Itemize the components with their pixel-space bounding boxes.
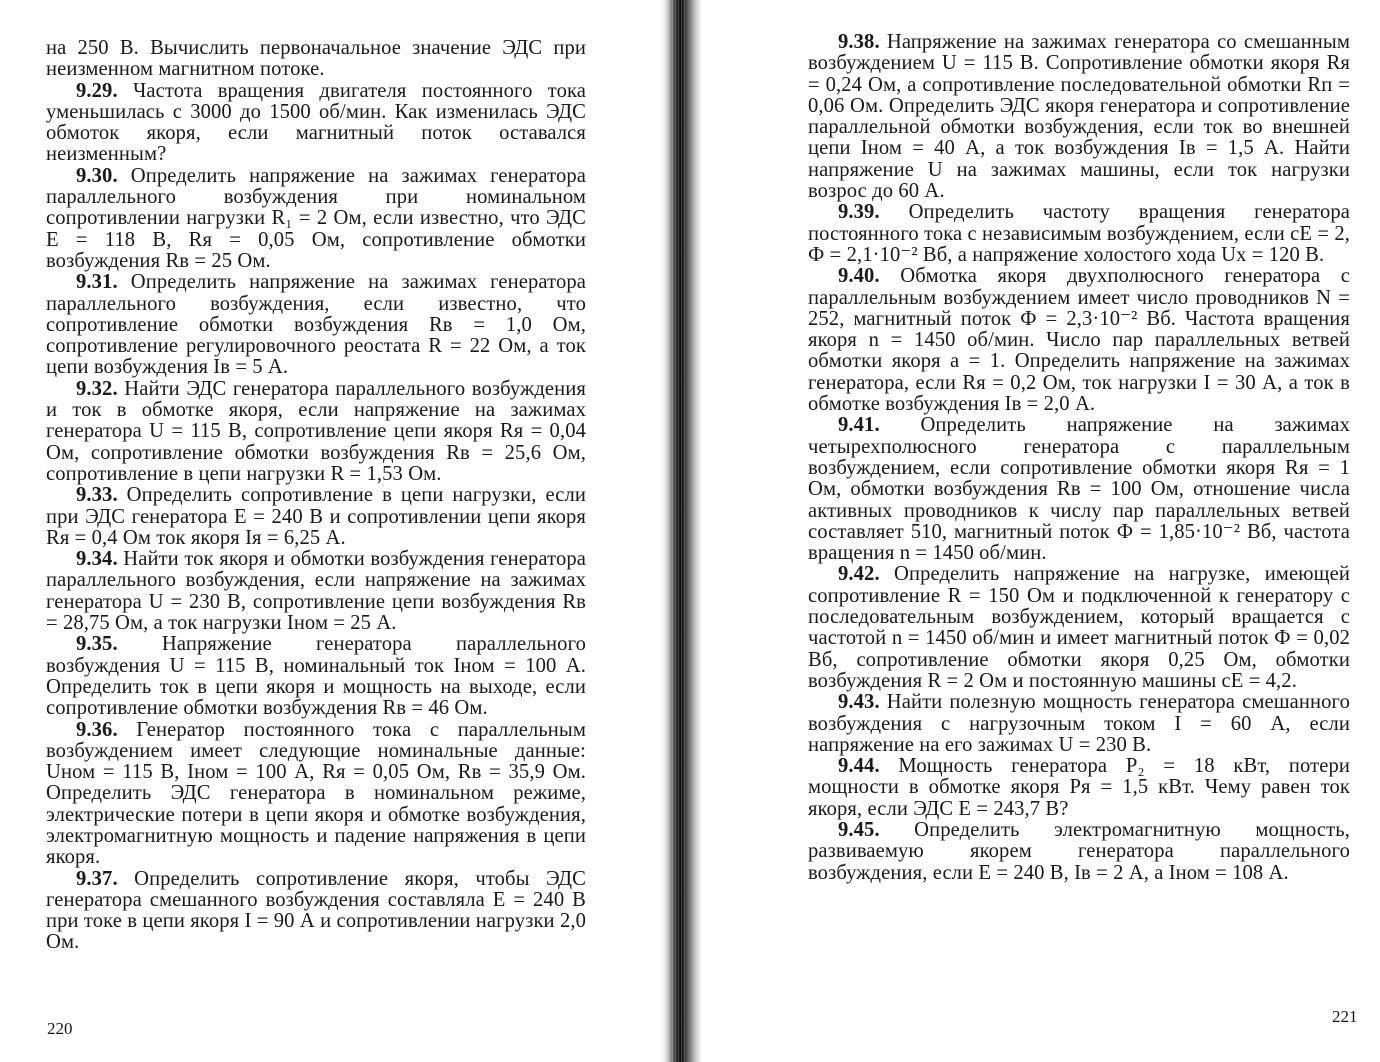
- problem-paragraph: на 250 В. Вычислить первоначальное значение ЭДС при неизменном магнитном потоке.: [46, 37, 586, 81]
- problem-paragraph: 9.45. Определить электромагнитную мощность, развиваемую якорем генератора параллельного возбуждения, если E = 240 В, Iв = 2 А, а Iном = 108 А.: [808, 818, 1350, 884]
- right-page-text: [808, 32, 1350, 884]
- problem-paragraph: 9.35. Напряжение генератора параллельного возбуждения U = 115 В, номинальный ток Iном = 100 А. Определить ток в цепи якоря и мощность на выходе, если сопротивление обмотки возбуждения Rв = 46 Ом.: [46, 633, 586, 720]
- problem-paragraph: 9.31. Определить напряжение на зажимах генератора параллельного возбуждения, если известно, что сопротивление обмотки возбуждения Rв = 1,0 Ом, сопротивление регулировочного реостата R = 22 Ом, а ток цепи возбуждения Iв = 5 А.: [46, 271, 586, 379]
- problem-paragraph: 9.32. Найти ЭДС генератора параллельного возбуждения и ток в обмотке якоря, если напряжение на зажимах генератора U = 115 В, сопротивление цепи якоря Rя = 0,04 Ом, сопротивление обмотки возбуждения Rв = 25,6 Ом, сопротивление в цепи нагрузки R = 1,53 Ом.: [46, 377, 586, 485]
- problem-paragraph: 9.29. Частота вращения двигателя постоянного тока уменьшилась с 3000 до 1500 об/мин. Как изменилась ЭДС обмоток якоря, если магнитный поток оставался неизменным?: [46, 79, 586, 166]
- book-spine-texture: [672, 0, 686, 1062]
- problem-paragraph: 9.37. Определить сопротивление якоря, чтобы ЭДС генератора смешанного возбуждения составляла E = 240 В при токе в цепи якоря I = 90 А и сопротивлении нагрузки 2,0 Ом.: [46, 867, 586, 954]
- problem-paragraph: 9.40. Обмотка якоря двухполюсного генератора с параллельным возбуждением имеет число проводников N = 252, магнитный поток Ф = 2,3·10⁻² Вб. Частота вращения якоря n = 1450 об/мин. Число пар параллельных ветвей обмотки якоря a = 1. Определить напряжение на зажимах генератора, если Rя = 0,2 Ом, ток нагрузки I = 30 А, а ток в обмотке возбуждения Iв = 2,0 А.: [808, 265, 1350, 416]
- problem-paragraph: 9.38. Напряжение на зажимах генератора со смешанным возбуждением U = 115 В. Сопротивление обмотки якоря Rя = 0,24 Ом, а сопротивление последовательной обмотки Rп = 0,06 Ом. Определить ЭДС якоря генератора и сопротивление параллельной обмотки возбуждения, если ток во внешней цепи Iном = 40 А, а ток возбуждения Iв = 1,5 А. Найти напряжение U на зажимах машины, если ток нагрузки возрос до 60 А.: [808, 31, 1350, 203]
- problem-paragraph: 9.30. Определить напряжение на зажимах генератора параллельного возбуждения при номинальном сопротивлении нагрузки R₁ = 2 Ом, если известно, что ЭДС E = 118 В, Rя = 0,05 Ом, сопротивление обмотки возбуждения Rв = 25 Ом.: [46, 164, 586, 272]
- problem-paragraph: 9.44. Мощность генератора P₂ = 18 кВт, потери мощности в обмотке якоря Pя = 1,5 кВт. Чему равен ток якоря, если ЭДС E = 243,7 В?: [808, 755, 1350, 820]
- problem-paragraph: 9.39. Определить частоту вращения генератора постоянного тока с независимым возбуждением, если cE = 2, Ф = 2,1·10⁻² Вб, а напряжение холостого хода Uх = 120 В.: [808, 201, 1350, 266]
- page-number: 221: [1332, 1007, 1358, 1026]
- problem-paragraph: 9.41. Определить напряжение на зажимах четырехполюсного генератора с параллельным возбуждением, если сопротивление обмотки якоря Rя = 1 Ом, обмотки возбуждения Rв = 100 Ом, отношение числа активных проводников к числу пар параллельных ветвей составляет 510, магнитный поток Ф = 1,85·10⁻² Вб, частота вращения n = 1450 об/мин.: [808, 414, 1350, 565]
- problem-paragraph: 9.34. Найти ток якоря и обмотки возбуждения генератора параллельного возбуждения, если напряжение на зажимах генератора U = 230 В, сопротивление цепи возбуждения Rв = 28,75 Ом, а ток нагрузки Iном = 25 А.: [46, 548, 586, 635]
- problem-paragraph: 9.42. Определить напряжение на нагрузке, имеющей сопротивление R = 150 Ом и подключенной к генератору с последовательным возбуждением, который вращается с частотой n = 1450 об/мин и имеет магнитный поток Ф = 0,02 Вб, сопротивление обмотки якоря 0,25 Ом, обмотки возбуждения R = 2 Ом и постоянную машины cE = 4,2.: [808, 563, 1350, 692]
- left-page-text: [46, 38, 586, 954]
- problem-paragraph: 9.33. Определить сопротивление в цепи нагрузки, если при ЭДС генератора E = 240 В и сопротивлении цепи якоря Rя = 0,4 Ом ток якоря Iя = 6,25 А.: [46, 484, 586, 549]
- problem-paragraph: 9.43. Найти полезную мощность генератора смешанного возбуждения с нагрузочным током I = 60 А, если напряжение на его зажимах U = 230 В.: [808, 691, 1350, 756]
- right-page: [700, 0, 1380, 1062]
- problem-paragraph: 9.36. Генератор постоянного тока с параллельным возбуждением имеет следующие номинальные данные: Uном = 115 В, Iном = 100 А, Rя = 0,05 Ом, Rв = 35,9 Ом. Определить ЭДС генератора в номинальном режиме, электрические потери в цепи якоря и обмотке возбуждения, электромагнитную мощность и падение напряжения в цепи якоря.: [46, 718, 586, 869]
- page-number: 220: [47, 1019, 73, 1038]
- left-page: [0, 0, 650, 1062]
